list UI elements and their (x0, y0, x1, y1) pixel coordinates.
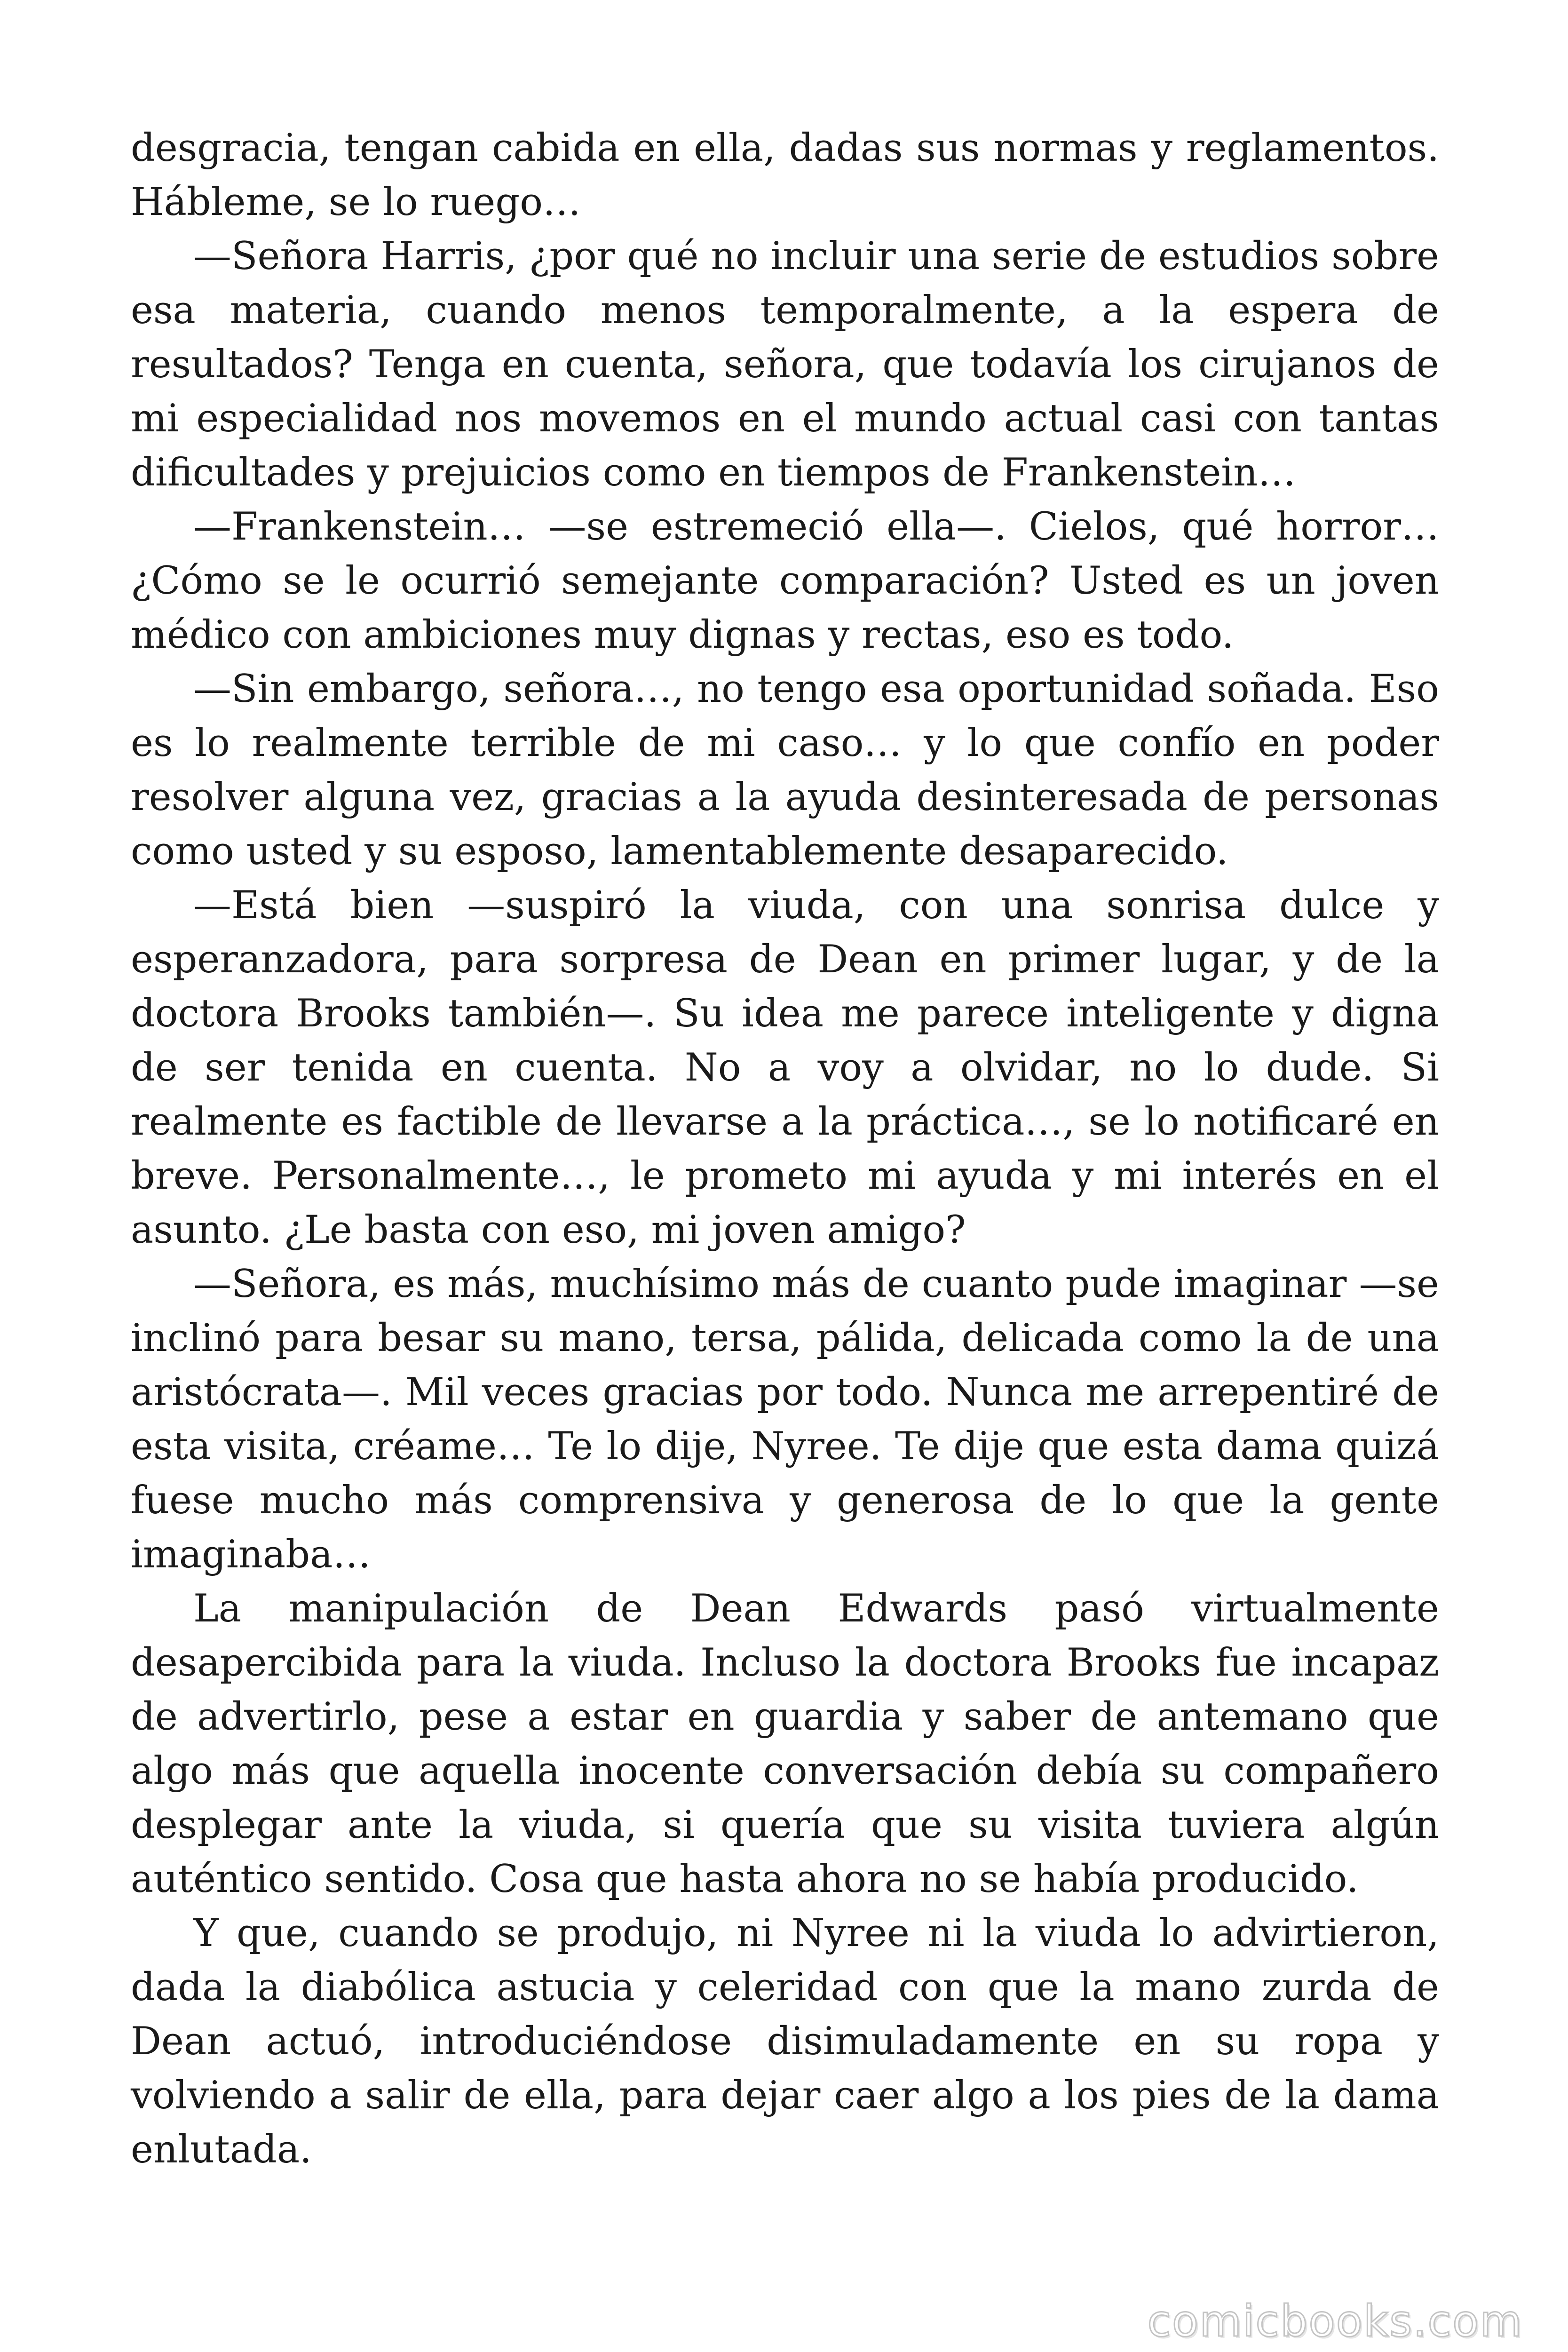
watermark: comicbooks.com (1147, 2296, 1523, 2346)
paragraph-dialogue: —Señora Harris, ¿por qué no incluir una serie de estudios sobre esa materia, cuando menos temporalmente, a la espera de resultados? Tenga en cuenta, señora, que todavía los cirujanos de mi especialidad nos movemos en el mundo actual casi con tantas dificultades y prejuicios como en tiempos de Frankenstein… (131, 234, 1439, 495)
paragraph-dialogue: —Está bien —suspiró la viuda, con una sonrisa dulce y esperanzadora, para sorpresa de Dean en primer lugar, y de la doctora Brooks también—. Su idea me parece inteligente y digna de ser tenida en cuenta. No a voy a olvidar, no lo dude. Si realmente es factible de llevarse a la práctica…, se lo notificaré en breve. Personalmente…, le prometo mi ayuda y mi interés en el asunto. ¿Le basta con eso, mi joven amigo? (131, 883, 1439, 1252)
paragraph-narration: La manipulación de Dean Edwards pasó virtualmente desapercibida para la viuda. Incluso la doctora Brooks fue incapaz de advertirlo, pese a estar en guardia y saber de antemano que algo más que aquella inocente conversación debía su compañero desplegar ante la viuda, si quería que su visita tuviera algún auténtico sentido. Cosa que hasta ahora no se había producido. (131, 1587, 1439, 1901)
paragraph-continuation: desgracia, tengan cabida en ella, dadas sus normas y reglamentos. Hábleme, se lo ruego… (131, 126, 1439, 224)
paragraph-dialogue: —Sin embargo, señora…, no tengo esa oportunidad soñada. Eso es lo realmente terrible de mi caso… y lo que confío en poder resolver alguna vez, gracias a la ayuda desinteresada de personas como usted y su esposo, lamentablemente desaparecido. (131, 667, 1439, 874)
paragraph-dialogue: —Señora, es más, muchísimo más de cuanto pude imaginar —se inclinó para besar su mano, tersa, pálida, delicada como la de una aristócrata—. Mil veces gracias por todo. Nunca me arrepentiré de esta visita, créame… Te lo dije, Nyree. Te dije que esta dama quizá fuese mucho más comprensiva y generosa de lo que la gente imaginaba… (131, 1262, 1439, 1577)
paragraph-narration: Y que, cuando se produjo, ni Nyree ni la viuda lo advirtieron, dada la diabólica astucia y celeridad con que la mano zurda de Dean actuó, introduciéndose disimuladamente en su ropa y volviendo a salir de ella, para dejar caer algo a los pies de la dama enlutada. (131, 1911, 1439, 2172)
body-text (131, 121, 1439, 2177)
paragraph-dialogue: —Frankenstein… —se estremeció ella—. Cielos, qué horror… ¿Cómo se le ocurrió semejante comparación? Usted es un joven médico con ambiciones muy dignas y rectas, eso es todo. (131, 505, 1439, 657)
